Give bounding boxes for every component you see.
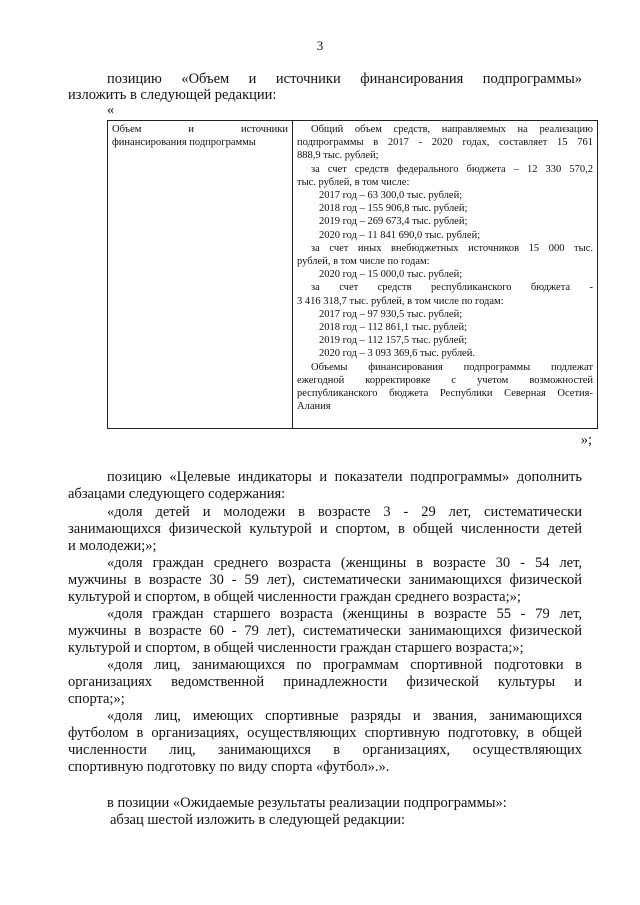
paragraph-results-line-1: в позиции «Ожидаемые результаты реализации подпрограммы»: xyxy=(107,795,507,811)
paragraph-youth-line-1: «доля детей и молодежи в возрасте 3 - 29 лет, систематически xyxy=(107,504,582,520)
table-text-line: 2020 год – 15 000,0 тыс. рублей; xyxy=(319,269,463,281)
paragraph-indicators-line-2: абзацами следующего содержания: xyxy=(68,486,286,502)
table-text-line: 2019 год – 112 157,5 тыс. рублей; xyxy=(319,335,467,347)
paragraph-youth-line-2: занимающихся физической культурой и спортом, в общей численности детей xyxy=(68,521,582,537)
paragraph-sport-training-line-3: спорта;»; xyxy=(68,691,125,707)
paragraph-senior-line-3: культурой и спортом, в общей численности граждан старшего возраста;»; xyxy=(68,640,524,656)
left-cell-line-2: финансирования подпрограммы xyxy=(112,137,256,149)
paragraph-football-line-1: «доля лиц, имеющих спортивные разряды и звания, занимающихся xyxy=(107,708,582,724)
paragraph-football-line-2: футболом в организациях, осуществляющих спортивную подготовку, в общей xyxy=(68,725,582,741)
table-text-line: 2019 год – 269 673,4 тыс. рублей; xyxy=(319,216,468,228)
paragraph-indicators-line-1: позицию «Целевые индикаторы и показатели подпрограммы» дополнить xyxy=(107,469,582,485)
table-text-line: 2020 год – 11 841 690,0 тыс. рублей; xyxy=(319,229,481,241)
paragraph-middle-age-line-1: «доля граждан среднего возраста (женщины в возрасте 30 - 54 лет, xyxy=(107,555,582,571)
left-word-1: Объем xyxy=(112,124,142,135)
left-word-3: источники xyxy=(241,124,288,135)
intro-line-1: позицию «Объем и источники финансирования подпрограммы» xyxy=(107,71,582,87)
table-text-line: ежегодной корректировке с учетом возможностей xyxy=(297,374,593,386)
paragraph-football-line-4: спортивную подготовку по виду спорта «футбол».». xyxy=(68,759,390,775)
table-text-line: за счет средств федерального бюджета – 12 330 570,2 xyxy=(311,163,593,175)
paragraph-sport-training-line-2: организациях ведомственной принадлежности физической культуры и xyxy=(68,674,582,690)
opening-quote: « xyxy=(107,102,115,118)
closing-quote: »; xyxy=(580,432,592,448)
table-text-line: 2018 год – 155 906,8 тыс. рублей; xyxy=(319,203,468,215)
paragraph-middle-age-line-3: культурой и спортом, в общей численности граждан среднего возраста;»; xyxy=(68,589,521,605)
table-left-cell xyxy=(108,121,293,429)
paragraph-middle-age-line-2: мужчины в возрасте 30 - 59 лет), систематически занимающихся физической xyxy=(68,572,582,588)
page-number: 3 xyxy=(316,38,324,53)
table-text-line: за счет средств республиканского бюджета - xyxy=(311,282,593,294)
table-text-line: республиканского бюджета Республики Северная Осетия- xyxy=(297,388,593,400)
paragraph-results-line-2: абзац шестой изложить в следующей редакции: xyxy=(110,812,405,828)
table-text-line: за счет иных внебюджетных источников 15 000 тыс. xyxy=(311,242,593,254)
table-text-line: рублей, в том числе по годам: xyxy=(297,256,430,268)
table-text-line: 2017 год – 97 930,5 тыс. рублей; xyxy=(319,308,463,320)
left-word-2: и xyxy=(188,124,195,135)
paragraph-senior-line-2: мужчины в возрасте 60 - 79 лет), систематически занимающихся физической xyxy=(68,623,582,639)
table-text-line: 888,9 тыс. рублей; xyxy=(297,150,379,162)
table-text-line: тыс. рублей, в том числе: xyxy=(297,176,410,188)
table-text-line: Общий объем средств, направляемых на реализацию xyxy=(311,124,593,135)
table-row xyxy=(108,121,598,429)
intro-line-2: изложить в следующей редакции: xyxy=(68,87,277,103)
paragraph-sport-training-line-1: «доля лиц, занимающихся по программам спортивной подготовки в xyxy=(107,657,582,673)
paragraph-senior-line-1: «доля граждан старшего возраста (женщины в возрасте 55 - 79 лет, xyxy=(107,606,582,622)
table-text-line: 3 416 318,7 тыс. рублей, в том числе по годам: xyxy=(297,295,504,307)
table-text-line: 2018 год – 112 861,1 тыс. рублей; xyxy=(319,322,467,334)
left-cell-line-1 xyxy=(112,123,288,136)
paragraph-football-line-3: численности лиц, занимающихся в организациях, осуществляющих xyxy=(68,742,582,758)
table-right-cell xyxy=(293,121,598,429)
table-text-line: подпрограммы в 2017 - 2020 годах, составляет 15 761 xyxy=(297,137,593,149)
table-text-line: 2017 год – 63 300,0 тыс. рублей; xyxy=(319,190,463,202)
financing-table xyxy=(107,120,598,429)
table-text-line: Алания xyxy=(297,401,331,413)
table-text-line: Объемы финансирования подпрограммы подлежат xyxy=(311,361,593,373)
table-text-line: 2020 год – 3 093 369,6 тыс. рублей. xyxy=(319,348,475,360)
paragraph-youth-line-3: и молодежи;»; xyxy=(68,538,157,554)
